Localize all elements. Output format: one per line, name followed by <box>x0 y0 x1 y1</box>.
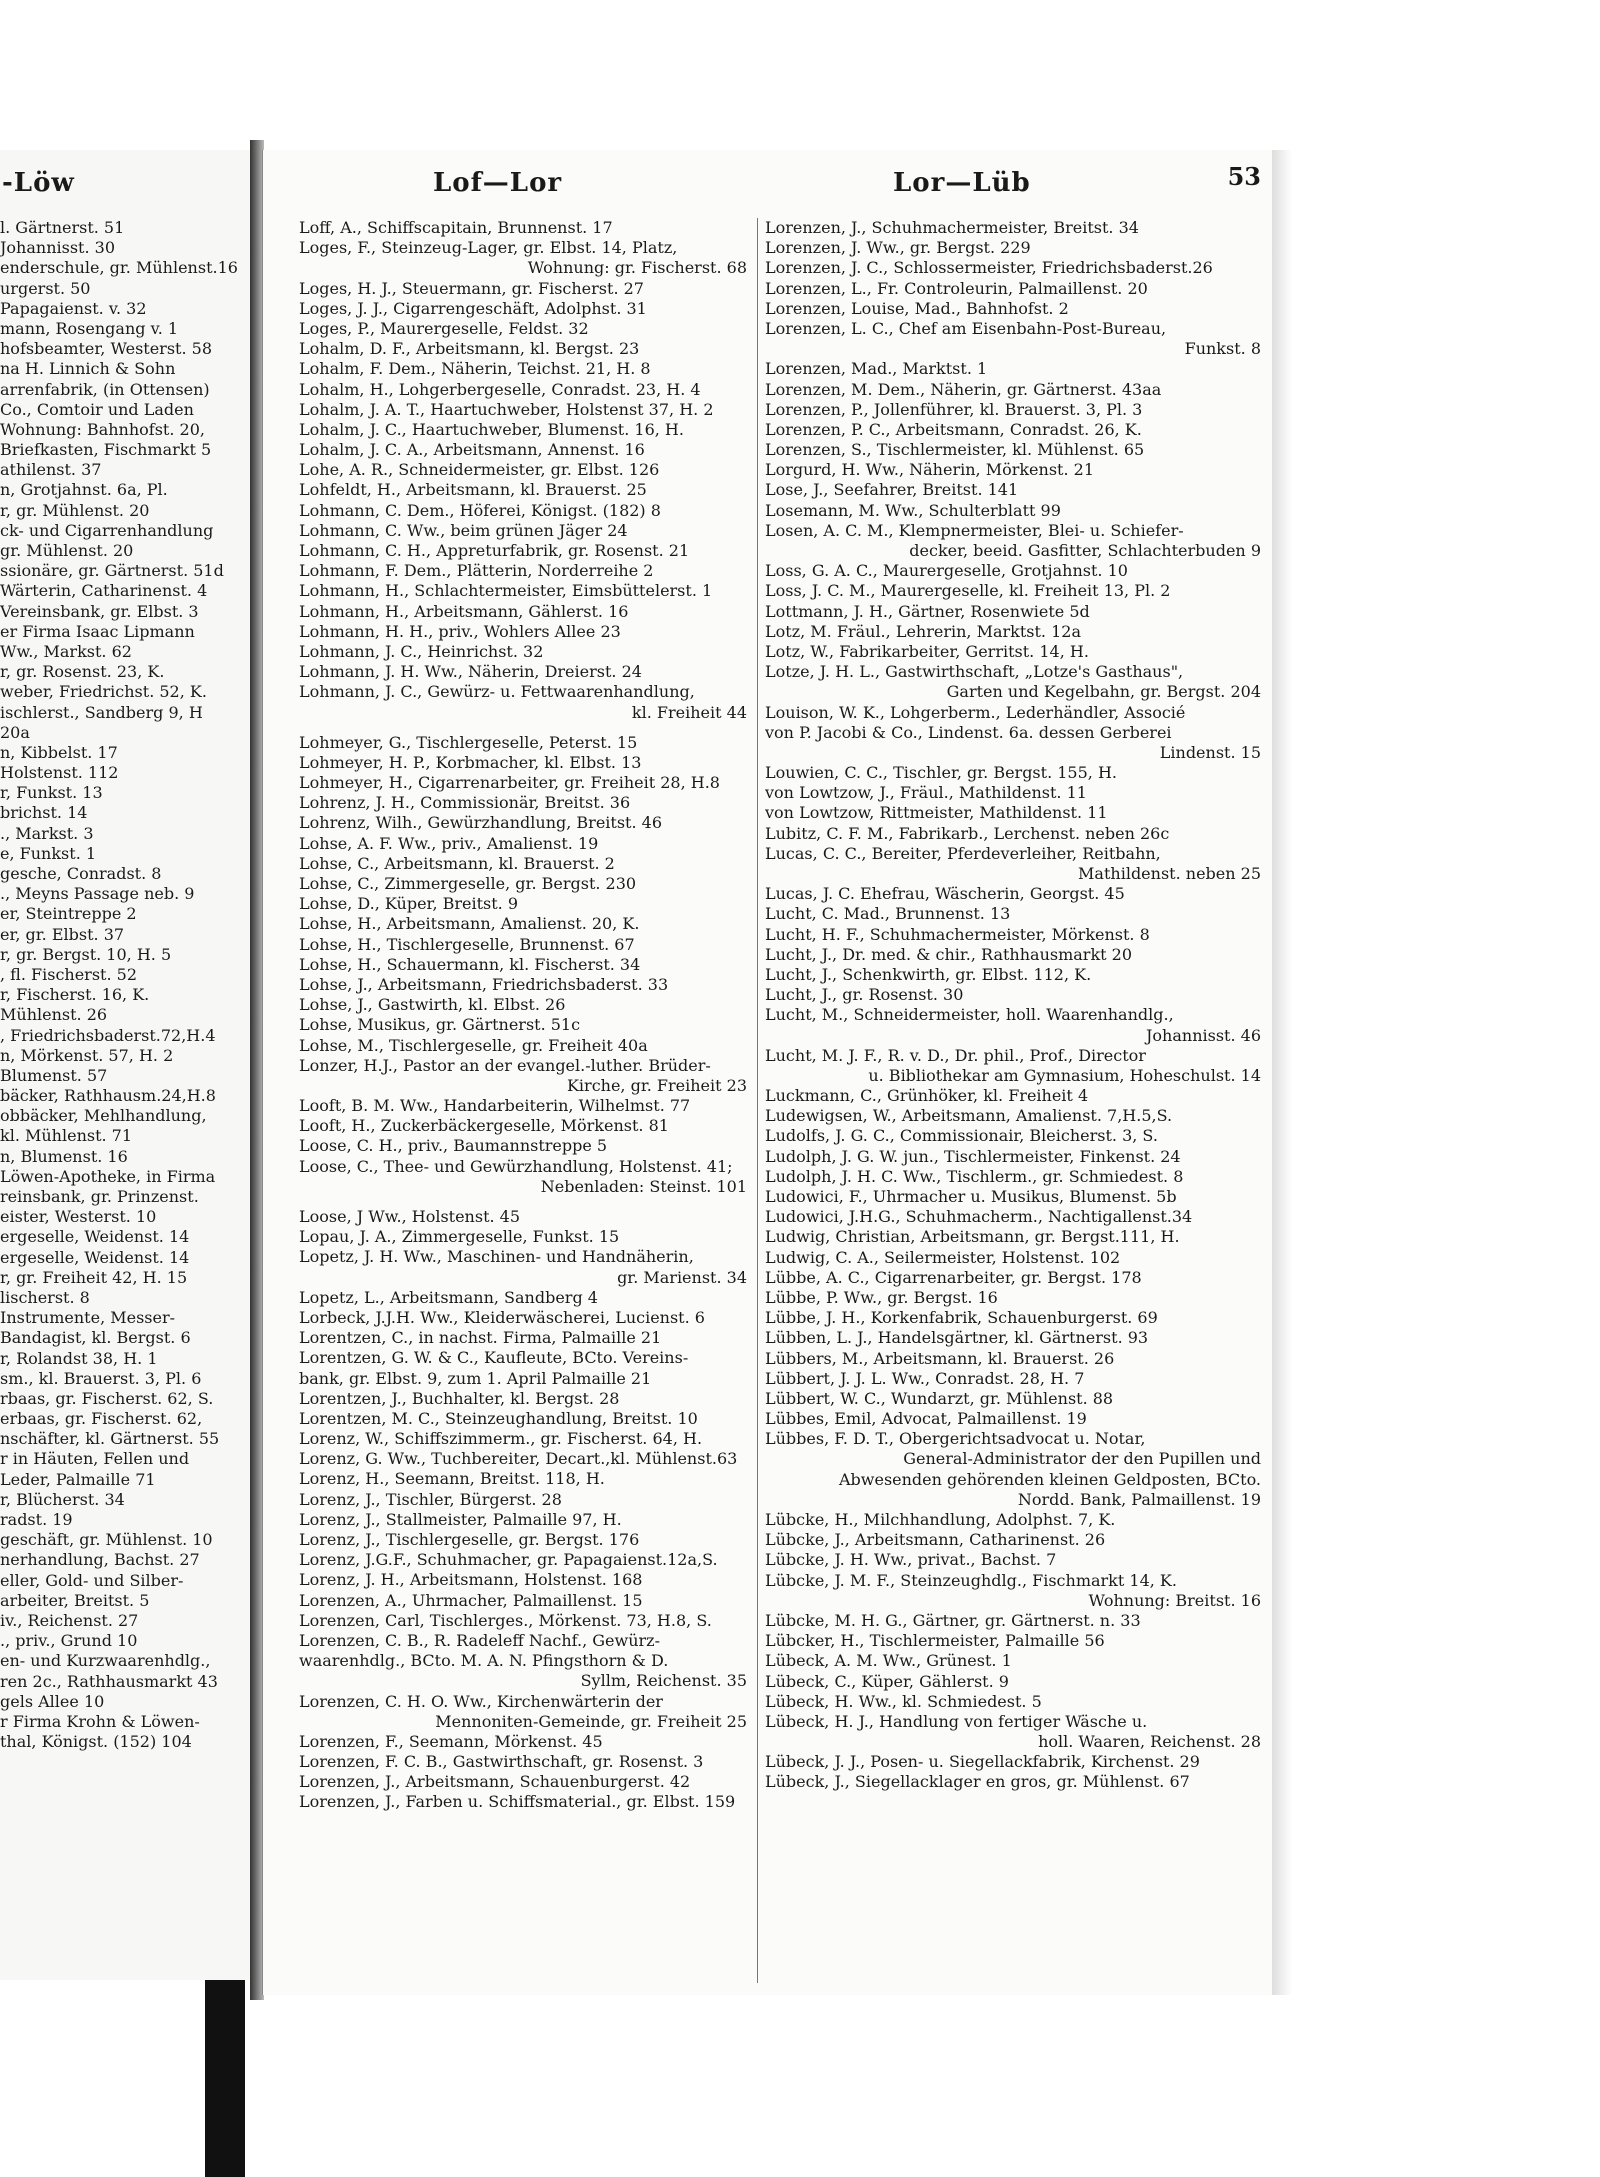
directory-entry: Lorenzen, J., Farben u. Schiffsmaterial., gr. Elbst. 159 <box>299 1792 736 1812</box>
directory-entry: Lorenz, G. Ww., Tuchbereiter, Decart.,kl. Mühlenst.63 <box>299 1449 738 1469</box>
directory-entry: Lorbeck, J.J.H. Ww., Kleiderwäscherei, Lucienst. 6 <box>299 1307 705 1327</box>
directory-entry: Lonzer, H.J., Pastor an der evangel.-luther. Brüder- <box>299 1055 711 1075</box>
left-page-column <box>0 218 248 1752</box>
left-page-line: nerhandlung, Bachst. 27 <box>0 1550 200 1570</box>
left-page-line: Vereinsbank, gr. Elbst. 3 <box>0 601 199 621</box>
directory-entry: Lohse, H., Tischlergeselle, Brunnenst. 67 <box>299 934 635 954</box>
left-page-line: n, Kibbelst. 17 <box>0 742 118 762</box>
directory-entry: von P. Jacobi & Co., Lindenst. 6a. dessen Gerberei <box>765 722 1172 742</box>
directory-entry: Lohmann, C. H., Appreturfabrik, gr. Rosenst. 21 <box>299 541 690 560</box>
directory-entry: Lucas, J. C. Ehefrau, Wäscherin, Georgst. 45 <box>765 884 1125 904</box>
directory-entry: Lorenz, J.G.F., Schuhmacher, gr. Papagaienst.12a,S. <box>299 1550 718 1570</box>
directory-entry: Lorentzen, C., in nachst. Firma, Palmaille 21 <box>299 1328 662 1348</box>
left-page-line: Briefkasten, Fischmarkt 5 <box>0 440 212 460</box>
directory-entry: Lohse, D., Küper, Breitst. 9 <box>299 894 519 914</box>
left-page-line: Wärterin, Catharinenst. 4 <box>0 581 208 601</box>
directory-entry-continuation: Mathildenst. neben 25 <box>1078 864 1261 883</box>
directory-entry: Lorenzen, S., Tischlermeister, kl. Mühlenst. 65 <box>765 440 1145 460</box>
directory-entry: Losemann, M. Ww., Schulterblatt 99 <box>765 500 1061 520</box>
directory-entry: Lohmeyer, H., Cigarrenarbeiter, gr. Freiheit 28, H.8 <box>299 773 720 793</box>
left-page-line: ., priv., Grund 10 <box>0 1631 138 1651</box>
directory-entry: Loff, A., Schiffscapitain, Brunnenst. 17 <box>299 218 613 237</box>
header-left: Lof—Lor <box>433 168 563 198</box>
directory-entry: Lohmeyer, G., Tischlergeselle, Peterst. 15 <box>299 732 638 752</box>
left-page-line: Mühlenst. 26 <box>0 1005 108 1025</box>
directory-entry: Lotz, W., Fabrikarbeiter, Gerritst. 14, H. <box>765 641 1089 661</box>
directory-entry: Lübbert, W. C., Wundarzt, gr. Mühlenst. 88 <box>765 1388 1114 1408</box>
directory-entry: Lorenzen, J., Schuhmachermeister, Breitst. 34 <box>765 218 1139 237</box>
directory-entry: Lucht, J., gr. Rosenst. 30 <box>765 985 964 1005</box>
directory-entry: Losen, A. C. M., Klempnermeister, Blei- u. Schiefer- <box>765 520 1184 540</box>
directory-entry: Lucas, C. C., Bereiter, Pferdeverleiher, Reitbahn, <box>765 843 1161 863</box>
directory-entry: Lübbes, F. D. T., Obergerichtsadvocat u. Notar, <box>765 1429 1146 1449</box>
left-page-line: brichst. 14 <box>0 803 88 823</box>
left-page-line: arrenfabrik, (in Ottensen) <box>0 379 210 399</box>
directory-entry: Lübbes, Emil, Advocat, Palmaillenst. 19 <box>765 1409 1087 1429</box>
left-page-line: ergeselle, Weidenst. 14 <box>0 1227 190 1247</box>
directory-entry: Lübeck, J. J., Posen- u. Siegellackfabrik, Kirchenst. 29 <box>765 1752 1200 1772</box>
directory-entry: Lohse, M., Tischlergeselle, gr. Freiheit 40a <box>299 1035 648 1055</box>
directory-entry: Loss, G. A. C., Maurergeselle, Grotjahnst. 10 <box>765 561 1128 581</box>
directory-entry: Lohalm, H., Lohgerbergeselle, Conradst. 23, H. 4 <box>299 379 701 399</box>
directory-entry: Lohalm, D. F., Arbeitsmann, kl. Bergst. 23 <box>299 339 640 359</box>
left-page-line: r in Häuten, Fellen und <box>0 1449 190 1469</box>
directory-entry: Lohse, H., Arbeitsmann, Amalienst. 20, K. <box>299 914 640 934</box>
left-page-line: ssionäre, gr. Gärtnerst. 51d <box>0 561 224 581</box>
directory-entry: Lohse, Musikus, gr. Gärtnerst. 51c <box>299 1015 581 1035</box>
left-page-line: r, Fischerst. 16, K. <box>0 985 150 1005</box>
directory-entry: Lucht, J., Dr. med. & chir., Rathhausmarkt 20 <box>765 944 1133 964</box>
directory-entry: Lohalm, J. C., Haartuchweber, Blumenst. 16, H. <box>299 419 684 439</box>
directory-entry: Lopau, J. A., Zimmergeselle, Funkst. 15 <box>299 1227 620 1247</box>
left-page-line: r, gr. Rosenst. 23, K. <box>0 662 165 682</box>
directory-entry: Lotz, M. Fräul., Lehrerin, Marktst. 12a <box>765 621 1081 641</box>
directory-entry: Lohse, C., Arbeitsmann, kl. Brauerst. 2 <box>299 853 615 873</box>
left-page-line: 20a <box>0 722 30 742</box>
directory-entry: von Lowtzow, Rittmeister, Mathildenst. 11 <box>765 803 1108 823</box>
directory-entry: Luckmann, C., Grünhöker, kl. Freiheit 4 <box>765 1086 1089 1106</box>
directory-entry: Lohse, J., Gastwirth, kl. Elbst. 26 <box>299 995 566 1015</box>
directory-entry: Loose, C. H., priv., Baumannstreppe 5 <box>299 1136 608 1156</box>
directory-entry: Lübeck, J., Siegellacklager en gros, gr. Mühlenst. 67 <box>765 1772 1190 1792</box>
left-page-line: kl. Mühlenst. 71 <box>0 1126 133 1146</box>
directory-entry-continuation: kl. Freiheit 44 <box>631 702 747 722</box>
directory-entry: Lübcker, H., Tischlermeister, Palmaille 56 <box>765 1631 1105 1651</box>
left-page-line: nschäfter, kl. Gärtnerst. 55 <box>0 1429 220 1449</box>
left-page-line: n, Mörkenst. 57, H. 2 <box>0 1045 174 1065</box>
main-right-column <box>765 218 1265 1793</box>
directory-entry: bank, gr. Elbst. 9, zum 1. April Palmaille 21 <box>299 1368 652 1388</box>
left-page-line: er, gr. Elbst. 37 <box>0 924 125 944</box>
left-page-line: ., Markst. 3 <box>0 823 94 843</box>
directory-entry: Lohse, C., Zimmergeselle, gr. Bergst. 230 <box>299 874 637 893</box>
directory-entry: Lübbe, A. C., Cigarrenarbeiter, gr. Bergst. 178 <box>765 1267 1142 1287</box>
directory-entry: Lubitz, C. F. M., Fabrikarb., Lerchenst. neben 26c <box>765 823 1170 843</box>
directory-entry: Lohse, J., Arbeitsmann, Friedrichsbaderst. 33 <box>299 974 669 994</box>
left-page-line: Löwen-Apotheke, in Firma <box>0 1166 216 1186</box>
left-page-line: enderschule, gr. Mühlenst.16 <box>0 258 238 278</box>
entry-spacer <box>299 723 751 733</box>
left-page-line: er, Steintreppe 2 <box>0 904 137 924</box>
directory-entry: Lübeck, A. M. Ww., Grünest. 1 <box>765 1651 1012 1671</box>
directory-entry: waarenhdlg., BCto. M. A. N. Pfingsthorn & D. <box>299 1651 669 1671</box>
left-page-line: , fl. Fischerst. 52 <box>0 964 137 984</box>
directory-entry: Lohmann, J. C., Gewürz- u. Fettwaarenhandlung, <box>299 682 695 702</box>
directory-entry: Lucht, J., Schenkwirth, gr. Elbst. 112, K. <box>765 964 1092 984</box>
directory-entry: Lübcke, J., Arbeitsmann, Catharinenst. 26 <box>765 1530 1106 1550</box>
left-page-line: lischerst. 8 <box>0 1287 90 1307</box>
main-left-column <box>299 218 751 1813</box>
directory-entry: Ludolph, J. G. W. jun., Tischlermeister, Finkenst. 24 <box>765 1146 1181 1166</box>
directory-entry: Lorenz, J., Tischlergeselle, gr. Bergst. 176 <box>299 1530 640 1549</box>
directory-entry: Loss, J. C. M., Maurergeselle, kl. Freiheit 13, Pl. 2 <box>765 581 1171 601</box>
left-page-line: erbaas, gr. Fischerst. 62, <box>0 1409 203 1429</box>
left-page-line: iv., Reichenst. 27 <box>0 1610 139 1630</box>
header-right: Lor—Lüb <box>893 168 1031 198</box>
left-page-line: e, Funkst. 1 <box>0 843 97 863</box>
left-page-line: Leder, Palmaille 71 <box>0 1469 156 1489</box>
left-page-line: rbaas, gr. Fischerst. 62, S. <box>0 1388 214 1408</box>
directory-entry: Loose, J Ww., Holstenst. 45 <box>299 1207 521 1226</box>
left-page-line: Ww., Markst. 62 <box>0 641 132 661</box>
directory-entry: Lohfeldt, H., Arbeitsmann, kl. Brauerst. 25 <box>299 480 647 500</box>
left-page-line: Papagaienst. v. 32 <box>0 298 147 318</box>
page-number: 53 <box>1227 162 1261 191</box>
directory-entry: Lorenzen, J., Arbeitsmann, Schauenburgerst. 42 <box>299 1772 691 1792</box>
left-page-line: , Friedrichsbaderst.72,H.4 <box>0 1025 216 1045</box>
left-page-header: -Löw <box>2 168 75 198</box>
left-page-line: r, Blücherst. 34 <box>0 1489 125 1509</box>
directory-entry: Loges, H. J., Steuermann, gr. Fischerst. 27 <box>299 278 644 298</box>
directory-entry: Lottmann, J. H., Gärtner, Rosenwiete 5d <box>765 601 1090 621</box>
left-page-line: weber, Friedrichst. 52, K. <box>0 682 207 702</box>
directory-entry: Lorenzen, M. Dem., Näherin, gr. Gärtnerst. 43aa <box>765 379 1162 399</box>
directory-entry: Lucht, M., Schneidermeister, holl. Waarenhandlg., <box>765 1005 1174 1025</box>
directory-entry: Louwien, C. C., Tischler, gr. Bergst. 155, H. <box>765 763 1117 783</box>
directory-entry: Loges, J. J., Cigarrengeschäft, Adolphst. 31 <box>299 298 647 318</box>
left-page-line: Bandagist, kl. Bergst. 6 <box>0 1328 191 1348</box>
directory-entry: Lübcke, M. H. G., Gärtner, gr. Gärtnerst. n. 33 <box>765 1610 1141 1630</box>
directory-entry-continuation: u. Bibliothekar am Gymnasium, Hoheschulst. 14 <box>868 1065 1261 1085</box>
directory-entry: Lose, J., Seefahrer, Breitst. 141 <box>765 480 1019 500</box>
directory-entry: Looft, H., Zuckerbäckergeselle, Mörkenst. 81 <box>299 1116 669 1136</box>
left-page-line: gesche, Conradst. 8 <box>0 864 162 883</box>
directory-entry: Lopetz, L., Arbeitsmann, Sandberg 4 <box>299 1287 598 1307</box>
directory-entry: Lübbe, P. Ww., gr. Bergst. 16 <box>765 1287 998 1307</box>
left-page-line: thal, Königst. (152) 104 <box>0 1732 192 1752</box>
left-page-line: er Firma Isaac Lipmann <box>0 621 195 641</box>
left-page-line: Johannisst. 30 <box>0 238 115 258</box>
left-page-line: bäcker, Rathhausm.24,H.8 <box>0 1086 216 1106</box>
directory-entry: Ludwig, C. A., Seilermeister, Holstenst. 102 <box>765 1247 1121 1267</box>
left-page-line: radst. 19 <box>0 1510 73 1529</box>
left-page-line: gels Allee 10 <box>0 1691 105 1711</box>
left-page-line: na H. Linnich & Sohn <box>0 359 176 379</box>
left-page-line: r, gr. Bergst. 10, H. 5 <box>0 944 172 964</box>
directory-entry: Lorenzen, J. C., Schlossermeister, Friedrichsbaderst.26 <box>765 258 1213 278</box>
directory-entry: Lübbert, J. J. L. Ww., Conradst. 28, H. 7 <box>765 1368 1085 1388</box>
directory-entry: Lucht, H. F., Schuhmachermeister, Mörkenst. 8 <box>765 924 1150 944</box>
directory-entry: Lorenzen, J. Ww., gr. Bergst. 229 <box>765 238 1031 258</box>
directory-entry: Lorenzen, L. C., Chef am Eisenbahn-Post-Bureau, <box>765 318 1167 338</box>
directory-entry-continuation: Mennoniten-Gemeinde, gr. Freiheit 25 <box>435 1711 747 1731</box>
directory-entry: Lorenz, W., Schiffszimmerm., gr. Fischerst. 64, H. <box>299 1429 703 1449</box>
left-page-line: r, gr. Mühlenst. 20 <box>0 500 150 520</box>
directory-entry-continuation: Syllm, Reichenst. 35 <box>580 1671 747 1691</box>
directory-entry: Lotze, J. H. L., Gastwirthschaft, „Lotze's Gasthaus", <box>765 662 1184 682</box>
main-page <box>262 150 1273 1995</box>
directory-entry: Lorenzen, Carl, Tischlerges., Mörkenst. 73, H.8, S. <box>299 1610 712 1630</box>
directory-entry: Lübeck, H. J., Handlung von fertiger Wäsche u. <box>765 1711 1148 1731</box>
directory-entry: Lorentzen, M. C., Steinzeughandlung, Breitst. 10 <box>299 1408 698 1428</box>
directory-entry: Lopetz, J. H. Ww., Maschinen- und Handnäherin, <box>299 1247 694 1267</box>
left-page-line: gr. Mühlenst. 20 <box>0 541 134 560</box>
directory-entry: Lohmann, C. Ww., beim grünen Jäger 24 <box>299 520 628 540</box>
directory-entry: Lorenz, J., Stallmeister, Palmaille 97, H. <box>299 1509 622 1529</box>
directory-entry: Lübben, L. J., Handelsgärtner, kl. Gärtnerst. 93 <box>765 1328 1149 1348</box>
column-divider <box>757 218 758 1983</box>
left-page-line: l. Gärtnerst. 51 <box>0 218 125 237</box>
directory-entry-continuation: General-Administrator der den Pupillen und <box>903 1449 1261 1469</box>
left-page-line: Instrumente, Messer- <box>0 1308 176 1328</box>
entry-spacer <box>299 1197 751 1207</box>
directory-entry-continuation: Garten und Kegelbahn, gr. Bergst. 204 <box>946 682 1261 702</box>
directory-entry-continuation: Funkst. 8 <box>1184 339 1261 359</box>
left-page-line: n, Blumenst. 16 <box>0 1146 128 1166</box>
left-page-line: athilenst. 37 <box>0 460 102 480</box>
directory-entry-continuation: holl. Waaren, Reichenst. 28 <box>1038 1732 1261 1752</box>
left-page-line: r, Funkst. 13 <box>0 783 103 803</box>
directory-entry: Lorenzen, P. C., Arbeitsmann, Conradst. 26, K. <box>765 419 1142 439</box>
directory-entry: Looft, B. M. Ww., Handarbeiterin, Wilhelmst. 77 <box>299 1096 691 1116</box>
left-page-line: arbeiter, Breitst. 5 <box>0 1590 150 1610</box>
left-page-line: r Firma Krohn & Löwen- <box>0 1711 200 1731</box>
directory-entry: Lorenzen, L., Fr. Controleurin, Palmaillenst. 20 <box>765 278 1148 298</box>
directory-entry: Lorenzen, C. H. O. Ww., Kirchenwärterin der <box>299 1691 663 1711</box>
directory-entry: Lorenzen, Mad., Marktst. 1 <box>765 359 988 379</box>
left-page-line: hofsbeamter, Westerst. 58 <box>0 339 212 359</box>
left-page <box>0 150 252 1980</box>
directory-entry: Lohmann, H. H., priv., Wohlers Allee 23 <box>299 621 621 641</box>
directory-entry: Lorenz, J. H., Arbeitsmann, Holstenst. 168 <box>299 1570 643 1590</box>
directory-entry: Lorenz, H., Seemann, Breitst. 118, H. <box>299 1469 605 1489</box>
left-page-line: ischlerst., Sandberg 9, H <box>0 702 203 722</box>
directory-entry: Lohmeyer, H. P., Korbmacher, kl. Elbst. 13 <box>299 752 642 772</box>
page-edge <box>1272 150 1292 1995</box>
directory-entry: Lorenzen, F. C. B., Gastwirthschaft, gr. Rosenst. 3 <box>299 1752 704 1772</box>
directory-entry: Lorenzen, Louise, Mad., Bahnhofst. 2 <box>765 298 1069 318</box>
directory-entry-continuation: gr. Marienst. 34 <box>617 1267 747 1287</box>
directory-entry: Lohmann, H., Schlachtermeister, Eimsbüttelerst. 1 <box>299 581 713 601</box>
directory-entry: Lorenz, J., Tischler, Bürgerst. 28 <box>299 1489 562 1509</box>
directory-entry: Lohmann, J. C., Heinrichst. 32 <box>299 641 544 661</box>
directory-entry: Lübbe, J. H., Korkenfabrik, Schauenburgerst. 69 <box>765 1308 1158 1328</box>
directory-entry: Loose, C., Thee- und Gewürzhandlung, Holstenst. 41; <box>299 1156 733 1176</box>
directory-entry-continuation: Kirche, gr. Freiheit 23 <box>566 1075 747 1095</box>
directory-entry: Lohrenz, J. H., Commissionär, Breitst. 36 <box>299 793 631 813</box>
directory-entry: Lorenzen, A., Uhrmacher, Palmaillenst. 15 <box>299 1590 643 1610</box>
left-page-line: Co., Comtoir und Laden <box>0 399 194 419</box>
left-page-line: Holstenst. 112 <box>0 763 119 783</box>
directory-entry: Lohmann, C. Dem., Höferei, Königst. (182) 8 <box>299 500 661 520</box>
directory-entry: Lucht, M. J. F., R. v. D., Dr. phil., Prof., Director <box>765 1045 1146 1065</box>
directory-entry-continuation: Nebenladen: Steinst. 101 <box>540 1176 747 1196</box>
directory-entry: Lorgurd, H. Ww., Näherin, Mörkenst. 21 <box>765 460 1094 480</box>
left-page-line: ren 2c., Rathhausmarkt 43 <box>0 1671 218 1691</box>
directory-entry: Louison, W. K., Lohgerberm., Lederhändler, Associé <box>765 702 1186 722</box>
directory-entry: Lübbers, M., Arbeitsmann, kl. Brauerst. 26 <box>765 1348 1115 1368</box>
directory-entry: Ludolph, J. H. C. Ww., Tischlerm., gr. Schmiedest. 8 <box>765 1166 1184 1186</box>
directory-entry: Lorentzen, J., Buchhalter, kl. Bergst. 28 <box>299 1388 620 1408</box>
directory-entry: Ludolfs, J. G. C., Commissionair, Bleicherst. 3, S. <box>765 1126 1158 1146</box>
left-page-line: obbäcker, Mehlhandlung, <box>0 1106 207 1126</box>
directory-entry-continuation: Lindenst. 15 <box>1159 742 1261 762</box>
directory-entry: Loges, F., Steinzeug-Lager, gr. Elbst. 14, Platz, <box>299 238 678 258</box>
directory-entry: Loges, P., Maurergeselle, Feldst. 32 <box>299 318 589 338</box>
left-page-line: reinsbank, gr. Prinzenst. <box>0 1187 199 1206</box>
directory-entry: Lohmann, J. H. Ww., Näherin, Dreierst. 24 <box>299 662 642 682</box>
directory-entry: Lohalm, J. A. T., Haartuchweber, Holstenst 37, H. 2 <box>299 399 714 419</box>
directory-entry: Lorenzen, P., Jollenführer, kl. Brauerst. 3, Pl. 3 <box>765 399 1143 419</box>
left-page-line: r, Rolandst 38, H. 1 <box>0 1348 158 1368</box>
left-page-line: ergeselle, Weidenst. 14 <box>0 1247 190 1267</box>
left-page-line: mann, Rosengang v. 1 <box>0 318 179 338</box>
directory-entry-continuation: Abwesenden gehörenden kleinen Geldposten, BCto. <box>838 1469 1261 1489</box>
left-page-line: n, Grotjahnst. 6a, Pl. <box>0 480 168 500</box>
left-page-line: eller, Gold- und Silber- <box>0 1570 184 1590</box>
left-page-line: Blumenst. 57 <box>0 1065 108 1085</box>
directory-entry: Lucht, C. Mad., Brunnenst. 13 <box>765 904 1011 924</box>
directory-entry: Lübeck, H. Ww., kl. Schmiedest. 5 <box>765 1691 1042 1711</box>
directory-entry: Lübeck, C., Küper, Gählerst. 9 <box>765 1671 1009 1691</box>
directory-entry: Lübcke, J. M. F., Steinzeughdlg., Fischmarkt 14, K. <box>765 1570 1177 1590</box>
left-page-line: urgerst. 50 <box>0 278 91 298</box>
directory-entry-continuation: Johannisst. 46 <box>1146 1025 1261 1045</box>
directory-entry: Lohrenz, Wilh., Gewürzhandlung, Breitst. 46 <box>299 813 662 833</box>
directory-entry: Ludowici, J.H.G., Schuhmacherm., Nachtigallenst.34 <box>765 1207 1193 1227</box>
directory-entry: Lübcke, J. H. Ww., privat., Bachst. 7 <box>765 1550 1057 1570</box>
left-page-line: Wohnung: Bahnhofst. 20, <box>0 419 205 439</box>
directory-entry: Lohmann, H., Arbeitsmann, Gählerst. 16 <box>299 601 629 621</box>
directory-entry: Lohalm, J. C. A., Arbeitsmann, Annenst. 16 <box>299 440 645 460</box>
directory-entry: Lübcke, H., Milchhandlung, Adolphst. 7, K. <box>765 1510 1116 1529</box>
directory-entry: Lohalm, F. Dem., Näherin, Teichst. 21, H. 8 <box>299 359 651 379</box>
left-page-line: ck- und Cigarrenhandlung <box>0 520 214 540</box>
directory-entry: Lohse, A. F. Ww., priv., Amalienst. 19 <box>299 833 599 853</box>
left-page-line: ., Meyns Passage neb. 9 <box>0 884 195 904</box>
directory-entry-continuation: Wohnung: Breitst. 16 <box>1088 1590 1261 1610</box>
left-page-line: r, gr. Freiheit 42, H. 15 <box>0 1267 188 1287</box>
directory-entry: Ludowici, F., Uhrmacher u. Musikus, Blumenst. 5b <box>765 1187 1177 1206</box>
directory-entry-continuation: Nordd. Bank, Palmaillenst. 19 <box>1017 1489 1261 1509</box>
directory-entry: Ludewigsen, W., Arbeitsmann, Amalienst. 7,H.5,S. <box>765 1106 1173 1126</box>
directory-entry: Lohmann, F. Dem., Plätterin, Norderreihe 2 <box>299 561 654 581</box>
directory-entry-continuation: decker, beeid. Gasfitter, Schlachterbuden 9 <box>909 541 1261 560</box>
directory-entry: Lorenzen, C. B., R. Radeleff Nachf., Gewürz- <box>299 1630 660 1650</box>
directory-entry: Lorentzen, G. W. & C., Kaufleute, BCto. Vereins- <box>299 1348 689 1368</box>
directory-entry: Lorenzen, F., Seemann, Mörkenst. 45 <box>299 1731 603 1751</box>
directory-entry-continuation: Wohnung: gr. Fischerst. 68 <box>527 258 747 278</box>
left-page-line: en- und Kurzwaarenhdlg., <box>0 1651 211 1671</box>
directory-entry: Lohe, A. R., Schneidermeister, gr. Elbst. 126 <box>299 460 660 480</box>
left-page-line: eister, Westerst. 10 <box>0 1207 157 1227</box>
left-page-line: sm., kl. Brauerst. 3, Pl. 6 <box>0 1368 202 1388</box>
directory-entry: Lohse, H., Schauermann, kl. Fischerst. 34 <box>299 954 641 974</box>
directory-entry: Ludwig, Christian, Arbeitsmann, gr. Bergst.111, H. <box>765 1227 1180 1247</box>
left-page-line: geschäft, gr. Mühlenst. 10 <box>0 1530 213 1550</box>
directory-entry: von Lowtzow, J., Fräul., Mathildenst. 11 <box>765 783 1087 803</box>
